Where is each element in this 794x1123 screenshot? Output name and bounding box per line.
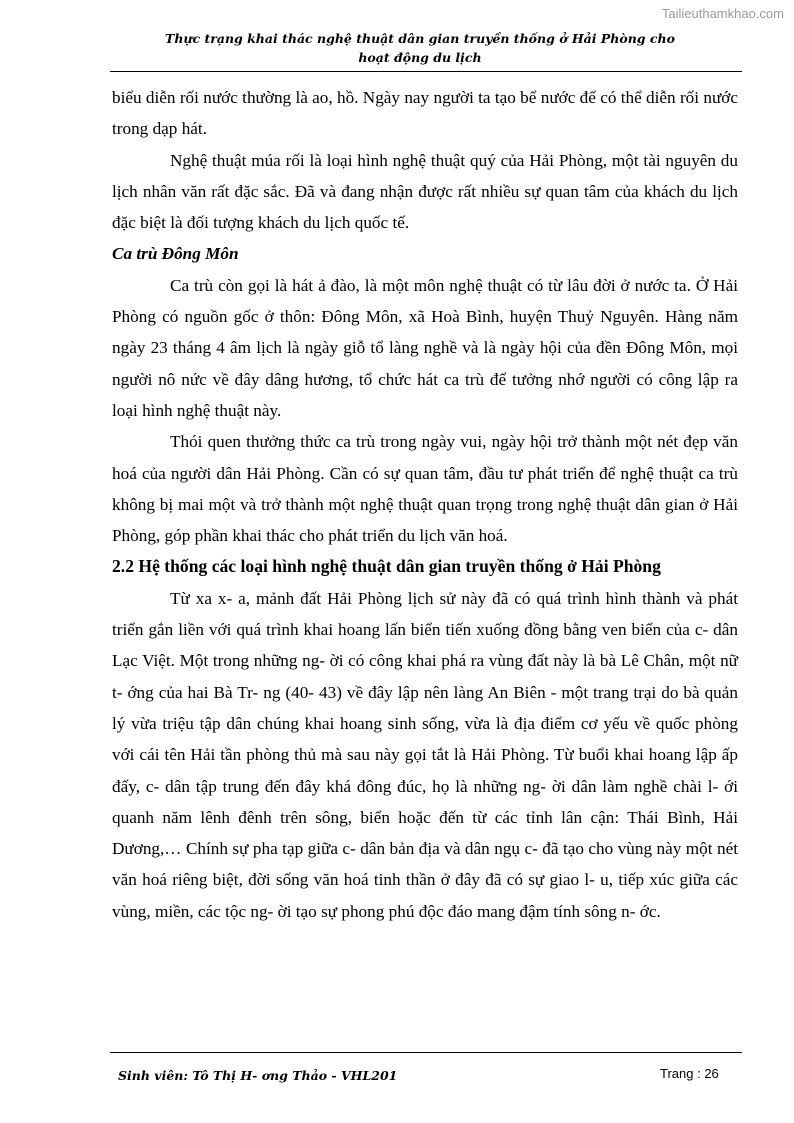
header-title-line-2: hoạt động du lịch [358, 50, 482, 65]
page-body [112, 82, 738, 927]
header-divider [110, 71, 742, 72]
paragraph: biểu diễn rối nước thường là ao, hồ. Ngày nay người ta tạo bể nước để có thể diễn rối nước trong dạp hát. [112, 88, 738, 139]
section-heading: 2.2 Hệ thống các loại hình nghệ thuật dân gian truyền thống ở Hải Phòng [112, 556, 661, 577]
header-title-line-1: Thực trạng khai thác nghệ thuật dân gian truyền thống ở Hải Phòng cho [165, 31, 675, 46]
footer-student: Sinh viên: Tô Thị H- ơng Thảo - VHL201 [118, 1068, 398, 1083]
paragraph: Từ xa x- a, mảnh đất Hải Phòng lịch sử này đã có quá trình hình thành và phát triển gắn liền với quá trình khai hoang lấn biển tiến xuống đồng bằng ven biển của c- dân Lạc Việt. Một trong những ng- ời có công khai phá ra vùng đất này là bà Lê Chân, một nữ t- ớng của hai Bà Tr- ng (40- 43) về đây lập nên làng An Biên - một trang trại do bà quản lý vừa triệu tập dân chúng khai hoang sinh sống, vừa là địa điểm cơ yếu về quốc phòng với cái tên Hải tần phòng thủ mà sau này gọi tắt là Hải Phòng. Từ buổi khai hoang lập ấp đấy, c- dân tập trung đến đây khá đông đúc, họ là những ng- ời dân làm nghề chài l- ới quanh năm lênh đênh trên sông, biển hoặc đến từ các tỉnh lân cận: Thái Bình, Hải Dương,… Chính sự pha tạp giữa c- dân bản địa và dân ngụ c- đã tạo cho vùng này một nét văn hoá riêng biệt, đời sống văn hoá tinh thần ở đây đã có sự giao l- u, tiếp xúc giữa các vùng, miền, các tộc ng- ời tạo sự phong phú độc đáo mang đậm tính sông n- ớc. [112, 588, 738, 921]
subheading: Ca trù Đông Môn [112, 244, 239, 264]
watermark: Tailieuthamkhao.com [661, 6, 784, 21]
paragraph: Thói quen thưởng thức ca trù trong ngày vui, ngày hội trở thành một nét đẹp văn hoá của người dân Hải Phòng. Cần có sự quan tâm, đầu tư phát triển để nghệ thuật ca trù không bị mai một và trở thành một nghệ thuật quan trọng trong nghệ thuật dân gian ở Hải Phòng, góp phần khai thác cho phát triển du lịch văn hoá. [112, 432, 738, 546]
paragraph: Ca trù còn gọi là hát ả đào, là một môn nghệ thuật có từ lâu đời ở nước ta. Ở Hải Phòng có nguồn gốc ở thôn: Đông Môn, xã Hoà Bình, huyện Thuỷ Nguyên. Hàng năm ngày 23 tháng 4 âm lịch là ngày giỗ tổ làng nghề và là ngày hội của đền Đông Môn, mọi người nô nức về đây dâng hương, tổ chức hát ca trù để tưởng nhớ người có công lập ra loại hình nghệ thuật này. [112, 275, 738, 420]
paragraph: Nghệ thuật múa rối là loại hình nghệ thuật quý của Hải Phòng, một tài nguyên du lịch nhân văn rất đặc sắc. Đã và đang nhận được rất nhiều sự quan tâm của khách du lịch đặc biệt là đối tượng khách du lịch quốc tế. [112, 150, 738, 233]
page-number: Trang : 26 [660, 1066, 719, 1081]
page-header [100, 29, 740, 67]
footer-divider [110, 1052, 742, 1053]
